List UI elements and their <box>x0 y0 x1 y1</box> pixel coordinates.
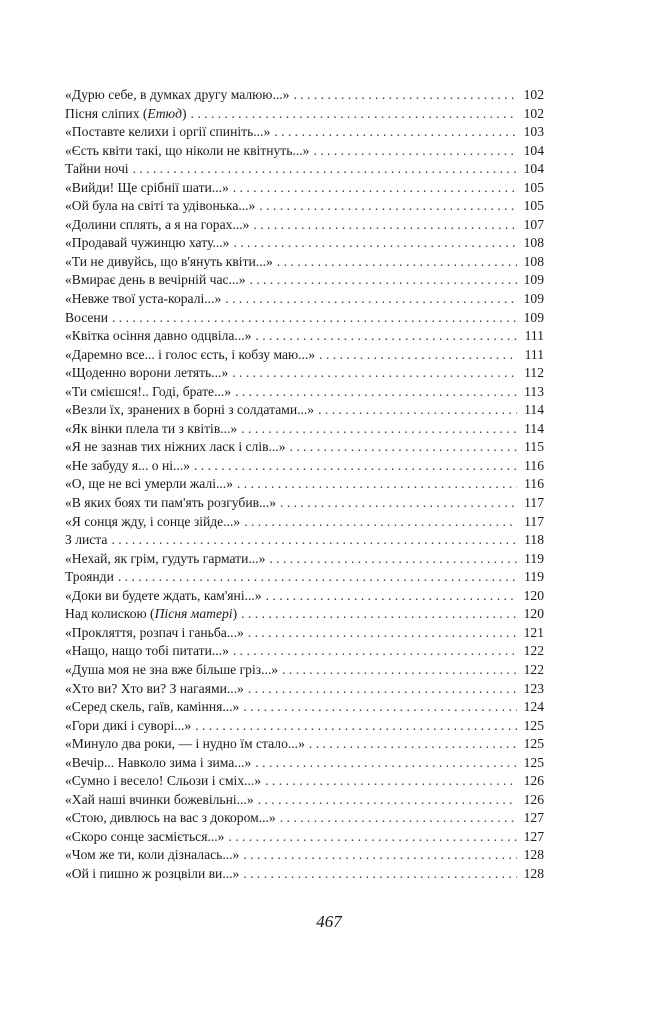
toc-leader-dots <box>228 828 517 847</box>
toc-entry-title: «Я не зазнав тих ніжних ласк і слів...» <box>65 439 286 455</box>
toc-entry-title: «Ти не дивуйсь, що в'януть квіти...» <box>65 253 273 269</box>
toc-entry-title: Над колискою (Пісня матері) <box>65 606 238 622</box>
toc-entry-title: «Прокляття, розпач і ганьба...» <box>65 624 244 640</box>
toc-leader-dots <box>313 142 517 161</box>
toc-leader-dots <box>265 772 517 791</box>
toc-entry <box>65 605 544 624</box>
toc-leader-dots <box>269 550 517 569</box>
toc-leader-dots <box>309 735 517 754</box>
toc-entry <box>65 791 544 810</box>
toc-entry-title: «Квітка осіння давно одцвіла...» <box>65 328 252 344</box>
toc-leader-dots <box>237 475 517 494</box>
toc-entry <box>65 865 544 884</box>
toc-entry-page: 104 <box>523 142 544 158</box>
toc-entry <box>65 513 544 532</box>
toc-entry-page: 116 <box>524 457 544 473</box>
table-of-contents <box>65 86 544 884</box>
toc-entry-title: «Невже твої уста-коралі...» <box>65 291 222 307</box>
toc-entry-page: 102 <box>523 87 544 102</box>
toc-leader-dots <box>195 717 517 736</box>
toc-leader-dots <box>277 253 517 272</box>
toc-entry-page: 105 <box>523 198 544 214</box>
page-number: 467 <box>316 912 342 931</box>
toc-entry-page: 115 <box>524 439 544 455</box>
toc-leader-dots <box>243 846 517 865</box>
toc-entry <box>65 642 544 661</box>
toc-entry-title: Тайни ночі <box>65 161 129 177</box>
toc-entry <box>65 271 544 290</box>
toc-entry-title: «Вмирає день в вечірній час...» <box>65 272 246 288</box>
toc-entry-page: 111 <box>524 328 544 344</box>
toc-entry-title: «В яких боях ти пам'ять розгубив...» <box>65 495 277 511</box>
toc-entry-page: 107 <box>523 216 544 232</box>
toc-leader-dots <box>191 105 517 124</box>
toc-entry-title: «Не забуду я... о ні...» <box>65 457 190 473</box>
toc-entry-page: 125 <box>523 736 544 752</box>
toc-entry <box>65 494 544 513</box>
toc-entry-page: 109 <box>523 272 544 288</box>
toc-entry-title: «Ой була на світі та удівонька...» <box>65 198 256 214</box>
toc-entry <box>65 735 544 754</box>
toc-entry-title: «Чом же ти, коли дізналась...» <box>65 847 240 863</box>
toc-entry-page: 124 <box>523 699 544 715</box>
toc-entry-page: 112 <box>524 365 544 381</box>
toc-leader-dots <box>243 698 517 717</box>
toc-entry-title: «Нехай, як грім, гудуть гармати...» <box>65 550 266 566</box>
toc-entry-title: Восени <box>65 309 108 325</box>
toc-leader-dots <box>266 587 517 606</box>
toc-entry <box>65 86 544 105</box>
toc-leader-dots <box>112 309 517 328</box>
toc-leader-dots <box>258 791 517 810</box>
toc-entry-title: «Серед скель, гаїв, каміння...» <box>65 699 240 715</box>
toc-entry <box>65 105 544 124</box>
toc-entry-page: 125 <box>523 754 544 770</box>
toc-entry-page: 128 <box>523 847 544 863</box>
toc-leader-dots <box>255 754 517 773</box>
toc-entry <box>65 364 544 383</box>
toc-entry <box>65 197 544 216</box>
toc-entry-title: «Стою, дивлюсь на вас з докором...» <box>65 810 276 826</box>
toc-entry-page: 114 <box>524 420 544 436</box>
toc-entry <box>65 457 544 476</box>
toc-leader-dots <box>253 216 517 235</box>
toc-entry-title: «Ой і пишно ж розцвіли ви...» <box>65 865 240 881</box>
toc-entry-title: «Даремно все... і голос єсть, і кобзу маю...» <box>65 346 316 362</box>
toc-entry-page: 120 <box>523 606 544 622</box>
toc-entry-page: 109 <box>523 291 544 307</box>
toc-leader-dots <box>243 865 517 884</box>
toc-entry <box>65 309 544 328</box>
toc-entry-page: 128 <box>523 865 544 881</box>
toc-entry-page: 117 <box>524 495 544 511</box>
toc-entry-page: 118 <box>524 532 544 548</box>
toc-leader-dots <box>290 438 517 457</box>
toc-entry <box>65 531 544 550</box>
toc-entry-page: 111 <box>524 346 544 362</box>
toc-leader-dots <box>248 680 517 699</box>
toc-entry <box>65 846 544 865</box>
toc-entry-title: «Вечір... Навколо зима і зима...» <box>65 754 252 770</box>
toc-entry-title: «Продавай чужинцю хату...» <box>65 235 230 251</box>
toc-entry <box>65 587 544 606</box>
toc-entry-page: 127 <box>523 828 544 844</box>
toc-entry-page: 127 <box>523 810 544 826</box>
toc-entry-title: «Поставте келихи і оргії спиніть...» <box>65 124 271 140</box>
toc-entry-title: «Я сонця жду, і сонце зійде...» <box>65 513 241 529</box>
toc-leader-dots <box>280 494 517 513</box>
toc-entry-page: 104 <box>523 161 544 177</box>
toc-entry <box>65 475 544 494</box>
toc-entry-page: 126 <box>523 791 544 807</box>
toc-entry-page: 108 <box>523 235 544 251</box>
toc-entry <box>65 142 544 161</box>
toc-entry-title: «Доки ви будете ждать, кам'яні...» <box>65 587 262 603</box>
toc-entry-page: 122 <box>523 661 544 677</box>
toc-entry-title: «Скоро сонце засміється...» <box>65 828 225 844</box>
toc-entry <box>65 828 544 847</box>
toc-leader-dots <box>225 290 517 309</box>
toc-entry-page: 119 <box>524 550 544 566</box>
toc-leader-dots <box>111 531 517 550</box>
toc-entry <box>65 754 544 773</box>
toc-entry-page: 126 <box>523 773 544 789</box>
toc-entry-title: «Вийди! Ще срібнії шати...» <box>65 179 229 195</box>
toc-entry-title: «Як вінки плела ти з квітів...» <box>65 420 238 436</box>
toc-leader-dots <box>319 346 517 365</box>
toc-entry <box>65 420 544 439</box>
toc-entry-page: 114 <box>524 402 544 418</box>
toc-entry-page: 123 <box>523 680 544 696</box>
toc-entry-title: «Щоденно ворони летять...» <box>65 365 229 381</box>
toc-entry-title: «Хай наші вчинки божевільні...» <box>65 791 254 807</box>
toc-leader-dots <box>118 568 517 587</box>
toc-entry-page: 121 <box>523 624 544 640</box>
toc-entry-title: «Хто ви? Хто ви? З нагаями...» <box>65 680 244 696</box>
toc-entry <box>65 438 544 457</box>
toc-entry <box>65 383 544 402</box>
toc-entry-title: «Долини сплять, а я на горах...» <box>65 216 250 232</box>
toc-leader-dots <box>241 420 517 439</box>
toc-entry <box>65 179 544 198</box>
toc-entry-title: «Душа моя не зна вже більше гріз...» <box>65 661 279 677</box>
toc-entry-title: Пісня сліпих (Етюд) <box>65 105 187 121</box>
toc-leader-dots <box>233 234 517 253</box>
toc-leader-dots <box>233 179 517 198</box>
toc-entry-title: «О, ще не всі умерли жалі...» <box>65 476 233 492</box>
toc-entry <box>65 253 544 272</box>
toc-entry-title: «Везли їх, зранених в борні з солдатами...» <box>65 402 315 418</box>
toc-entry-title: «Гори дикі і суворі...» <box>65 717 192 733</box>
toc-entry-page: 102 <box>523 105 544 121</box>
toc-entry <box>65 680 544 699</box>
toc-leader-dots <box>241 605 517 624</box>
toc-entry-title: «Ти смієшся!.. Годі, брате...» <box>65 383 232 399</box>
toc-leader-dots <box>274 123 517 142</box>
toc-leader-dots <box>133 160 517 179</box>
toc-entry-page: 116 <box>524 476 544 492</box>
toc-leader-dots <box>282 661 517 680</box>
toc-entry-title: «Дурю себе, в думках другу малюю...» <box>65 87 290 102</box>
toc-leader-dots <box>244 513 517 532</box>
toc-leader-dots <box>250 271 517 290</box>
toc-entry-page: 122 <box>523 643 544 659</box>
toc-entry <box>65 624 544 643</box>
toc-entry-page: 108 <box>523 253 544 269</box>
toc-entry-title: «Минуло два роки, — і нудно їм стало...» <box>65 736 305 752</box>
toc-entry <box>65 568 544 587</box>
toc-entry-page: 103 <box>523 124 544 140</box>
toc-entry-title: Троянди <box>65 569 114 585</box>
toc-entry-page: 119 <box>524 569 544 585</box>
toc-leader-dots <box>248 624 517 643</box>
toc-entry <box>65 698 544 717</box>
toc-entry-page: 109 <box>523 309 544 325</box>
toc-leader-dots <box>280 809 517 828</box>
toc-entry-page: 120 <box>523 587 544 603</box>
toc-entry <box>65 809 544 828</box>
toc-entry-title: З листа <box>65 532 108 548</box>
toc-entry <box>65 717 544 736</box>
toc-leader-dots <box>255 327 517 346</box>
toc-entry <box>65 216 544 235</box>
toc-leader-dots <box>259 197 517 216</box>
toc-entry <box>65 772 544 791</box>
toc-entry <box>65 290 544 309</box>
toc-leader-dots <box>232 364 517 383</box>
toc-entry-page: 113 <box>524 383 544 399</box>
toc-leader-dots <box>233 642 517 661</box>
toc-entry <box>65 550 544 569</box>
toc-entry-page: 117 <box>524 513 544 529</box>
toc-entry-title: «Сумно і весело! Сльози і сміх...» <box>65 773 262 789</box>
toc-entry-title: «Єсть квіти такі, що ніколи не квітнуть...» <box>65 142 310 158</box>
toc-leader-dots <box>318 401 517 420</box>
toc-entry-page: 105 <box>523 179 544 195</box>
toc-entry <box>65 401 544 420</box>
toc-leader-dots <box>235 383 517 402</box>
toc-leader-dots <box>293 86 517 105</box>
toc-entry <box>65 123 544 142</box>
toc-leader-dots <box>194 457 517 476</box>
toc-entry <box>65 234 544 253</box>
toc-entry <box>65 160 544 179</box>
toc-entry-title: «Нащо, нащо тобі питати...» <box>65 643 229 659</box>
toc-entry <box>65 346 544 365</box>
toc-entry-page: 125 <box>523 717 544 733</box>
toc-entry <box>65 661 544 680</box>
toc-entry <box>65 327 544 346</box>
